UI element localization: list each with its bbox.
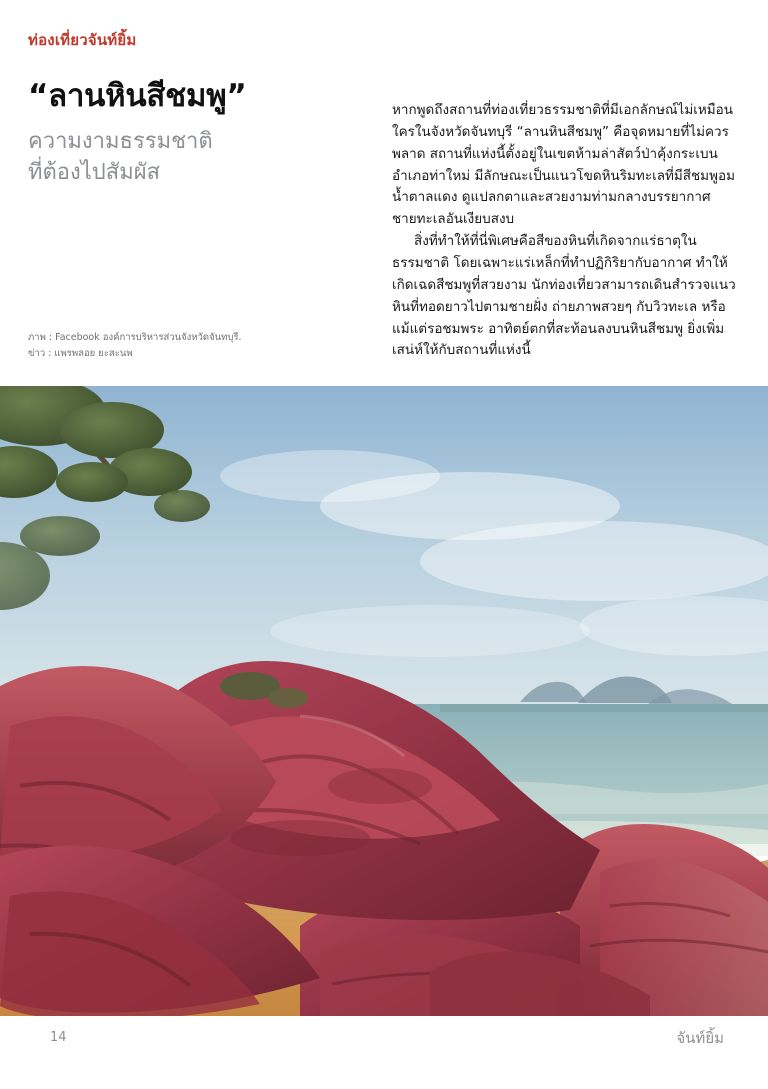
writer-credit: ข่าว : แพรพลอย ยะสะนพ [28,347,133,359]
subhead-line-1: ความงามธรรมชาติ [28,128,213,154]
page-number: 14 [50,1030,67,1045]
body-paragraph-1: หากพูดถึงสถานที่ท่องเที่ยวธรรมชาติที่มีเอกลักษณ์ไม่เหมือนใครในจังหวัดจันทบุรี “ลานหินสีชมพู” คือจุดหมายที่ไม่ควรพลาด สถานที่แห่งนี้ตั้งอยู่ในเขตห้ามล่าสัตว์ป่าคุ้งกระเบน อำเภอท่าใหม่ มีลักษณะเป็นแนวโขดหินริมทะเลที่มีสีชมพูอมน้ำตาลแดง ดูแปลกตาและสวยงามท่ามกลางบรรยากาศชายทะเลอันเงียบสงบ [392,102,735,228]
photo-credit: ภาพ : Facebook องค์การบริหารส่วนจังหวัดจันทบุรี. [28,332,242,343]
subhead-line-2: ที่ต้องไปสัมผัส [28,160,161,186]
headline-column [28,78,373,188]
body-paragraph-2: สิ่งที่ทำให้ที่นี่พิเศษคือสีของหินที่เกิดจากแร่ธาตุในธรรมชาติ โดยเฉพาะแร่เหล็กที่ทำปฏิกิริยากับอากาศ ทำให้เกิดเฉดสีชมพูที่สวยงาม นักท่องเที่ยวสามารถเดินสำรวจแนวหินที่ทอดยาวไปตามชายฝั่ง ถ่ายภาพสวยๆ กับวิวทะเล หรือแม้แต่รอชมพระ อาทิตย์ตกที่สะท้อนลงบนหินสีชมพู ยิ่งเพิ่มเสน่ห์ให้กับสถานที่แห่งนี้ [392,233,736,359]
pink-rock-beach-illustration [0,386,768,1016]
page-footer [0,1016,768,1089]
article-body [392,100,740,362]
footer-brand: จันท์ยิ้ม [676,1029,724,1047]
page-title: “ลานหินสีชมพู” [28,78,247,114]
feature-photo [0,386,768,1016]
credits-block [28,330,373,361]
section-kicker: ท่องเที่ยวจันท์ยิ้ม [28,31,137,49]
